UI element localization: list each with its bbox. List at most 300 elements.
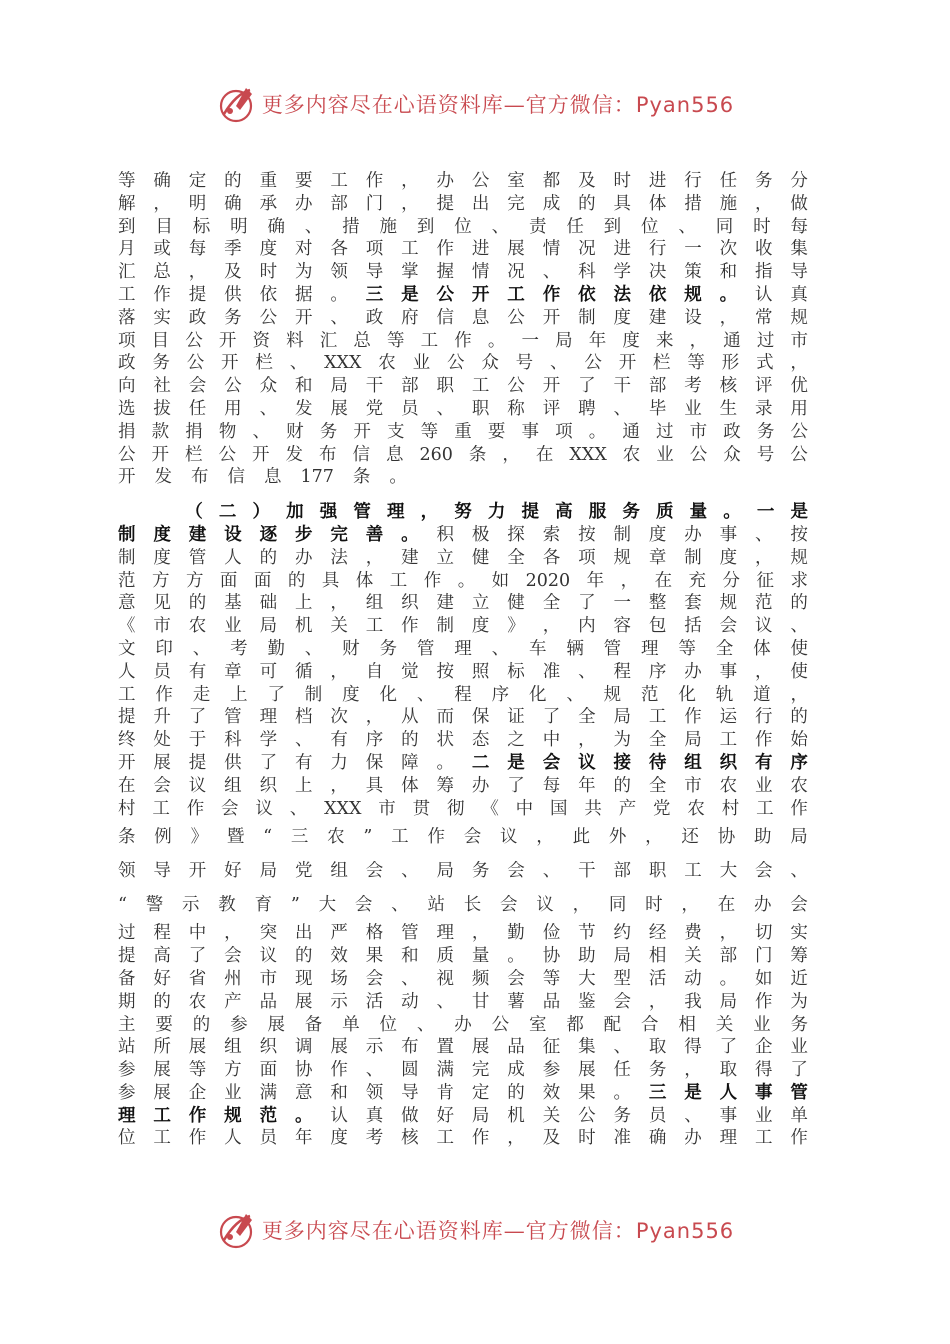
text-glyph: 条 xyxy=(468,444,487,465)
text-glyph: 意 xyxy=(118,593,136,614)
text-glyph: 待 xyxy=(648,752,667,773)
text-glyph: 外 xyxy=(608,827,627,848)
text-glyph: 室 xyxy=(507,171,525,191)
text-glyph: 好 xyxy=(436,1105,455,1126)
text-glyph: 展 xyxy=(471,1037,490,1058)
text-glyph: 号 xyxy=(515,353,534,374)
text-glyph: 得 xyxy=(684,1037,702,1058)
text-line xyxy=(118,854,808,888)
text-glyph: 依 xyxy=(578,284,596,305)
text-glyph: 会 xyxy=(153,775,171,796)
text-glyph: 工 xyxy=(365,616,384,637)
text-glyph: 开 xyxy=(618,353,637,374)
text-glyph: 动 xyxy=(684,968,702,989)
text-glyph: ， xyxy=(330,661,348,682)
text-glyph: 好 xyxy=(224,861,242,882)
text-glyph: 是 xyxy=(507,752,525,773)
text-glyph: 。 xyxy=(719,284,738,305)
text-glyph: 局 xyxy=(613,707,631,728)
text-glyph: 会 xyxy=(188,376,207,397)
text-glyph: 位 xyxy=(641,216,659,237)
text-glyph: 式 xyxy=(756,353,774,374)
text-glyph: 社 xyxy=(153,376,171,397)
text-glyph: 村 xyxy=(721,798,740,819)
text-glyph: 参 xyxy=(230,1014,248,1035)
text-glyph: 积 xyxy=(436,524,455,545)
text-glyph: 项 xyxy=(118,330,136,351)
text-line xyxy=(118,375,808,398)
text-glyph: 索 xyxy=(542,524,561,545)
text-glyph: 力 xyxy=(330,752,348,773)
text-glyph: 健 xyxy=(471,547,490,568)
text-glyph: ， xyxy=(719,307,738,328)
text-glyph: 过 xyxy=(656,421,674,442)
text-glyph: 共 xyxy=(584,798,602,819)
text-glyph: 是 xyxy=(790,502,808,523)
text-glyph: 决 xyxy=(648,262,667,283)
text-glyph: 、 xyxy=(755,524,773,545)
text-glyph: 市 xyxy=(689,421,708,442)
text-glyph: 栏 xyxy=(255,353,273,374)
text-glyph: 中 xyxy=(515,798,534,819)
text-glyph: ， xyxy=(684,1060,702,1081)
text-glyph: 度 xyxy=(622,330,640,351)
header-banner xyxy=(0,82,950,126)
text-glyph: 措 xyxy=(342,216,360,237)
text-glyph: 据 xyxy=(294,284,313,305)
text-glyph: 提 xyxy=(521,502,539,523)
text-glyph: 聘 xyxy=(578,398,596,419)
text-glyph: 到 xyxy=(416,216,435,237)
text-glyph: 优 xyxy=(790,376,808,397)
text-glyph: 开 xyxy=(294,307,313,328)
text-glyph: 展 xyxy=(188,1037,207,1058)
text-glyph: 全 xyxy=(648,730,667,751)
text-glyph: 理 xyxy=(436,923,455,944)
text-glyph: 部 xyxy=(719,946,738,967)
text-glyph: 捐 xyxy=(118,421,136,442)
text-glyph: 门 xyxy=(755,946,773,967)
text-glyph: 施 xyxy=(379,216,398,237)
text-glyph: 行 xyxy=(684,171,702,191)
text-glyph: 警 xyxy=(145,895,164,916)
text-glyph: 主 xyxy=(118,1014,136,1035)
text-line xyxy=(118,1105,808,1128)
text-glyph: 要 xyxy=(294,171,313,191)
text-glyph: 有 xyxy=(330,730,348,751)
text-glyph: 大 xyxy=(318,895,337,916)
text-glyph: 、 xyxy=(289,798,308,819)
text-line xyxy=(118,398,808,421)
text-glyph: 务 xyxy=(648,1060,667,1081)
text-glyph: 具 xyxy=(365,775,384,796)
text-line xyxy=(118,261,808,284)
text-glyph: 、 xyxy=(491,216,510,237)
text-glyph: 、 xyxy=(401,861,419,882)
text-glyph: 考 xyxy=(684,376,702,397)
text-glyph: 频 xyxy=(471,968,490,989)
text-glyph: 农 xyxy=(188,616,207,637)
paragraph-gap xyxy=(118,489,808,501)
text-glyph: 、 xyxy=(365,1060,384,1081)
text-glyph: 管 xyxy=(224,707,242,728)
text-glyph: 示 xyxy=(330,991,348,1012)
text-glyph: ， xyxy=(188,262,207,283)
text-glyph: 拔 xyxy=(153,398,171,419)
text-glyph: 职 xyxy=(436,376,455,397)
text-glyph: 通 xyxy=(723,330,741,351)
text-glyph: 导 xyxy=(790,262,808,283)
text-glyph: 部 xyxy=(648,376,667,397)
text-glyph: 出 xyxy=(294,923,313,944)
text-glyph: 、 xyxy=(330,307,348,328)
text-glyph: 党 xyxy=(653,798,671,819)
text-glyph: 章 xyxy=(224,661,242,682)
text-glyph: 度 xyxy=(259,239,278,260)
text-glyph: 。 xyxy=(719,968,738,989)
text-glyph: 布 xyxy=(191,467,209,488)
text-glyph: 度 xyxy=(471,616,490,637)
text-glyph: 布 xyxy=(401,1037,419,1058)
text-glyph: 协 xyxy=(294,1060,313,1081)
text-glyph: 走 xyxy=(192,684,211,705)
text-glyph: 位 xyxy=(379,1014,398,1035)
text-glyph: 努 xyxy=(454,502,472,523)
text-glyph: 定 xyxy=(188,171,207,191)
text-glyph: 如 xyxy=(491,570,510,591)
text-glyph: 。 xyxy=(330,284,348,305)
text-glyph: 会 xyxy=(365,861,384,882)
text-glyph: 满 xyxy=(436,1060,455,1081)
text-glyph: 工 xyxy=(755,1128,773,1149)
text-glyph: 政 xyxy=(723,421,741,442)
text-glyph: 作 xyxy=(423,570,442,591)
text-glyph: 信 xyxy=(352,444,370,465)
text-glyph: 息 xyxy=(264,467,282,488)
text-glyph: 领 xyxy=(330,262,348,283)
text-glyph: 按 xyxy=(436,661,455,682)
text-glyph: 可 xyxy=(259,661,278,682)
text-glyph: 是 xyxy=(401,284,419,305)
text-glyph: XXX xyxy=(324,798,362,819)
text-glyph: 议 xyxy=(536,895,554,916)
text-glyph: 领 xyxy=(118,861,136,882)
text-glyph: 了 xyxy=(507,775,525,796)
text-glyph: 都 xyxy=(566,1014,584,1035)
text-glyph: 条 xyxy=(118,827,136,848)
text-glyph: 实 xyxy=(790,923,808,944)
text-glyph: 局 xyxy=(330,376,348,397)
text-line xyxy=(118,1082,808,1105)
text-glyph: 要 xyxy=(155,1014,173,1035)
text-line xyxy=(118,1059,808,1082)
text-glyph: 期 xyxy=(118,991,136,1012)
text-line xyxy=(118,570,808,593)
text-glyph: 础 xyxy=(259,593,278,614)
text-glyph: 节 xyxy=(578,923,596,944)
text-glyph: 众 xyxy=(723,444,741,465)
text-glyph: 管 xyxy=(353,502,371,523)
text-glyph: 等 xyxy=(188,1060,207,1081)
text-glyph: 部 xyxy=(401,376,419,397)
text-glyph: 序 xyxy=(491,684,510,705)
text-glyph: 开 xyxy=(218,330,237,351)
text-glyph: 理 xyxy=(719,1128,738,1149)
text-glyph: 考 xyxy=(230,638,248,659)
text-glyph: 薯 xyxy=(507,991,525,1012)
text-glyph: 、 xyxy=(790,861,808,882)
text-glyph: 站 xyxy=(427,895,445,916)
text-glyph: 、 xyxy=(578,661,596,682)
text-glyph: 工 xyxy=(330,171,348,191)
text-glyph: 事 xyxy=(521,421,539,442)
text-glyph: 建 xyxy=(188,524,207,545)
text-glyph: 经 xyxy=(648,923,667,944)
text-glyph: 整 xyxy=(648,593,667,614)
text-glyph: “ xyxy=(263,827,273,848)
text-line xyxy=(118,421,808,444)
text-glyph: 档 xyxy=(294,707,313,728)
text-glyph: 活 xyxy=(648,968,667,989)
text-glyph: ） xyxy=(252,502,270,523)
text-glyph: 开 xyxy=(542,376,561,397)
text-glyph: 、 xyxy=(259,398,278,419)
text-line xyxy=(118,991,808,1014)
text-glyph: 会 xyxy=(755,861,773,882)
text-glyph: 工 xyxy=(401,239,419,260)
text-glyph: 务 xyxy=(224,307,242,328)
text-glyph: 作 xyxy=(790,798,808,819)
text-glyph: 有 xyxy=(294,752,313,773)
text-glyph: 面 xyxy=(219,570,238,591)
text-glyph: ， xyxy=(224,923,242,944)
text-glyph: 作 xyxy=(755,991,773,1012)
text-glyph: ， xyxy=(578,730,596,751)
text-glyph: 和 xyxy=(719,262,738,283)
text-glyph: 暨 xyxy=(226,827,245,848)
text-glyph: 。 xyxy=(401,524,419,545)
text-glyph: 终 xyxy=(118,730,136,751)
text-glyph: 农 xyxy=(719,775,738,796)
text-glyph: 公 xyxy=(436,284,455,305)
text-glyph: 了 xyxy=(578,593,596,614)
text-line xyxy=(118,798,808,821)
text-glyph: ， xyxy=(542,616,561,637)
text-glyph: 理 xyxy=(641,638,659,659)
text-glyph: 农 xyxy=(790,775,808,796)
text-glyph: 备 xyxy=(304,1014,323,1035)
text-glyph: 展 xyxy=(153,752,171,773)
text-glyph: 基 xyxy=(224,593,242,614)
text-glyph: 务 xyxy=(755,171,773,191)
text-glyph: 市 xyxy=(790,330,808,351)
text-glyph: 量 xyxy=(471,946,490,967)
text-glyph: 善 xyxy=(365,524,384,545)
text-glyph: 会 xyxy=(719,616,738,637)
text-glyph: 支 xyxy=(387,421,405,442)
text-glyph: 机 xyxy=(507,1105,525,1126)
text-glyph: 了 xyxy=(188,946,207,967)
text-glyph: 作 xyxy=(365,171,384,191)
text-glyph: 保 xyxy=(365,752,384,773)
text-glyph: 作 xyxy=(436,239,455,260)
text-glyph: 务 xyxy=(790,1014,808,1035)
text-glyph: 意 xyxy=(294,1082,313,1103)
text-glyph: 甘 xyxy=(471,991,490,1012)
text-glyph: 教 xyxy=(218,895,236,916)
text-glyph: ， xyxy=(401,171,419,191)
text-glyph: 政 xyxy=(188,307,207,328)
text-glyph: 全 xyxy=(507,547,525,568)
text-glyph: 关 xyxy=(715,1014,734,1035)
text-glyph: 2020 xyxy=(525,570,571,591)
text-glyph: 内 xyxy=(578,616,596,637)
text-glyph: 程 xyxy=(613,661,631,682)
text-glyph: 织 xyxy=(259,775,278,796)
text-glyph: 完 xyxy=(507,193,525,214)
text-glyph: 单 xyxy=(342,1014,360,1035)
text-glyph: 运 xyxy=(719,707,738,728)
text-glyph: 实 xyxy=(153,307,171,328)
text-glyph: 的 xyxy=(790,593,808,614)
text-glyph: 而 xyxy=(436,707,455,728)
text-glyph: 展 xyxy=(267,1014,285,1035)
text-line xyxy=(118,706,808,729)
text-glyph: 量 xyxy=(689,502,708,523)
text-glyph: 单 xyxy=(790,1105,808,1126)
text-glyph: 服 xyxy=(588,502,607,523)
text-glyph: 集 xyxy=(790,239,808,260)
text-glyph: 年 xyxy=(294,1128,313,1149)
text-glyph: 贯 xyxy=(412,798,431,819)
text-glyph: ， xyxy=(365,707,384,728)
text-glyph: 出 xyxy=(471,193,490,214)
text-glyph: ， xyxy=(536,827,554,848)
text-glyph: 规 xyxy=(224,1105,242,1126)
text-glyph: 、 xyxy=(401,968,419,989)
text-glyph: 、 xyxy=(678,216,696,237)
text-glyph: 布 xyxy=(319,444,337,465)
text-glyph: 干 xyxy=(578,861,596,882)
text-glyph: 等 xyxy=(687,353,705,374)
text-glyph: 状 xyxy=(436,730,455,751)
text-glyph: 育 xyxy=(254,895,273,916)
text-glyph: 《 xyxy=(118,616,136,637)
text-glyph: 到 xyxy=(603,216,622,237)
text-glyph: 组 xyxy=(365,593,384,614)
text-glyph: 月 xyxy=(118,239,136,260)
text-glyph: 的 xyxy=(287,570,306,591)
text-glyph: 解 xyxy=(118,193,136,214)
text-glyph: 财 xyxy=(286,421,304,442)
text-glyph: 、 xyxy=(416,684,435,705)
text-glyph: 及 xyxy=(542,1128,561,1149)
text-glyph: 步 xyxy=(294,524,313,545)
text-glyph: 、 xyxy=(304,216,323,237)
text-glyph: 公 xyxy=(507,307,525,328)
text-glyph: 工 xyxy=(153,1128,171,1149)
text-glyph: 确 xyxy=(153,171,171,191)
text-glyph: （ xyxy=(185,502,203,523)
text-glyph: 业 xyxy=(412,353,431,374)
text-glyph: 发 xyxy=(154,467,172,488)
text-line xyxy=(118,307,808,330)
text-glyph: 体 xyxy=(753,638,771,659)
text-glyph: 措 xyxy=(684,193,702,214)
text-glyph: ， xyxy=(719,923,738,944)
text-line xyxy=(118,1036,808,1059)
text-glyph: 要 xyxy=(487,421,506,442)
text-glyph: 始 xyxy=(790,730,808,751)
text-glyph: 等 xyxy=(387,330,405,351)
text-glyph: 规 xyxy=(613,547,631,568)
text-glyph: 费 xyxy=(684,923,702,944)
text-glyph: 大 xyxy=(719,861,738,882)
text-glyph: ， xyxy=(681,895,699,916)
text-glyph: 议 xyxy=(500,827,518,848)
text-glyph: 季 xyxy=(224,239,242,260)
text-glyph: 、 xyxy=(252,421,270,442)
text-glyph: 具 xyxy=(613,193,631,214)
text-line xyxy=(118,615,808,638)
text-glyph: 、 xyxy=(542,262,561,283)
text-glyph: 业 xyxy=(656,444,674,465)
text-glyph: 导 xyxy=(401,1082,419,1103)
text-glyph: 业 xyxy=(753,1014,771,1035)
text-glyph: 人 xyxy=(224,1128,242,1149)
text-glyph: 场 xyxy=(330,968,348,989)
text-glyph: 立 xyxy=(436,547,455,568)
text-glyph: 的 xyxy=(259,547,278,568)
text-glyph: 按 xyxy=(578,524,596,545)
text-glyph: 公 xyxy=(224,376,242,397)
text-glyph: 局 xyxy=(684,730,702,751)
text-glyph: 的 xyxy=(153,991,171,1012)
text-glyph: 勤 xyxy=(267,638,285,659)
text-glyph: 人 xyxy=(719,1082,738,1103)
text-glyph: 制 xyxy=(578,307,596,328)
text-glyph: 办 xyxy=(684,1128,702,1149)
text-glyph: 员 xyxy=(259,1128,278,1149)
text-glyph: 三 xyxy=(648,1082,667,1103)
text-glyph: 会 xyxy=(613,991,631,1012)
text-glyph: 项 xyxy=(578,547,596,568)
text-glyph: 工 xyxy=(756,798,774,819)
text-glyph: 制 xyxy=(118,547,136,568)
text-glyph: 法 xyxy=(613,284,631,305)
text-glyph: 任 xyxy=(719,171,738,191)
text-glyph: 管 xyxy=(188,547,207,568)
text-glyph: 法 xyxy=(330,547,348,568)
text-glyph: 近 xyxy=(790,968,808,989)
text-glyph: 行 xyxy=(755,707,773,728)
text-glyph: 站 xyxy=(118,1037,136,1058)
text-glyph: 公 xyxy=(185,330,203,351)
text-glyph: 。 xyxy=(389,467,407,488)
text-glyph: 进 xyxy=(648,171,667,191)
text-glyph: 约 xyxy=(613,923,631,944)
text-line xyxy=(118,888,808,922)
text-glyph: 干 xyxy=(365,376,384,397)
text-glyph: 力 xyxy=(487,502,506,523)
text-glyph: 一 xyxy=(613,593,631,614)
text-glyph: 室 xyxy=(528,1014,547,1035)
text-glyph: 化 xyxy=(528,684,547,705)
text-glyph: 关 xyxy=(684,946,702,967)
text-glyph: 提 xyxy=(188,284,207,305)
text-glyph: 理 xyxy=(454,638,472,659)
text-glyph: 制 xyxy=(118,524,136,545)
